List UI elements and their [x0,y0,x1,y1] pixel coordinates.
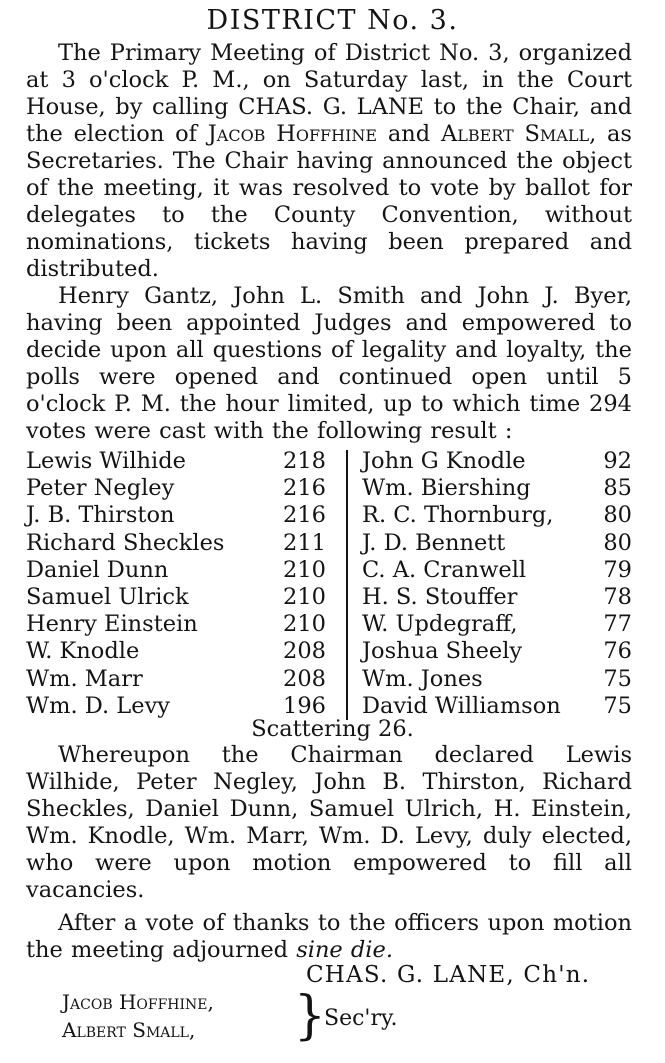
result-row [26,584,326,611]
intro-text-2: to the Chair, and the election of [26,94,632,147]
results-column-right [362,448,632,720]
secretary-signature-2: Albert Small, [62,1018,196,1042]
brace-glyph: } [294,984,326,1046]
secretary-name-2: Albert Small [440,121,590,147]
result-row [26,475,326,502]
vote-count: 210 [283,583,326,610]
result-row [26,666,326,693]
result-row [26,557,326,584]
candidate-name: Wm. Marr [26,665,143,692]
result-row [26,448,326,475]
candidate-name: Henry Einstein [26,611,198,638]
candidate-name: C. A. Cranwell [362,556,527,583]
vote-count: 210 [283,611,326,638]
intro-text-4: , as Secretaries. The Chair having announced the object of the meeting, it was resolved to vote by ballot for delegates to the County Convention, without nominations, tickets having been prepared and distributed. [26,121,632,282]
result-row [362,530,632,557]
results-column-left [26,448,326,720]
vote-count: 216 [283,475,326,502]
judges-paragraph: Henry Gantz, John L. Smith and John J. Byer, having been appointed Judges and empowered to decide upon all questions of legality and loyalty, the polls were opened and continued open until 5 o'clock P. M. the hour limited, up to which time 294 votes were cast with the following result : [26,283,632,444]
vote-count: 218 [283,448,326,474]
secretary-signature-1: Jacob Hoffhine, [62,990,214,1014]
candidate-name: John G Knodle [362,448,526,474]
vote-count: 75 [603,665,632,692]
candidate-name: Lewis Wilhide [26,448,186,474]
secretary-name-1: Jacob Hoffhine [207,121,378,147]
candidate-name: W. Updegraff, [362,611,518,638]
result-row [26,638,326,665]
vote-count: 85 [603,475,632,502]
vote-count: 208 [283,665,326,692]
vote-count: 196 [283,692,326,719]
vote-count: 210 [283,556,326,583]
secretaries-title: Sec'ry. [324,1006,398,1031]
vote-count: 75 [603,692,632,719]
vote-count: 80 [603,529,632,556]
chairman-signature: CHAS. G. LANE, Ch'n. [306,962,591,988]
candidate-name: Wm. Biershing [362,475,531,502]
result-row [362,666,632,693]
declaration-paragraph: Whereupon the Chairman declared Lewis Wilhide, Peter Negley, John B. Thirston, Richard Sheckles, Daniel Dunn, Samuel Ulrich, H. Einstein, Wm. Knodle, Wm. Marr, Wm. D. Levy, duly elected, who were upon motion empowered to fill all vacancies. [26,742,632,903]
candidate-name: Joshua Sheely [362,638,523,665]
candidate-name: H. S. Stouffer [362,583,518,610]
candidate-name: J. D. Bennett [362,529,506,556]
closing-paragraph [26,910,632,964]
vote-count: 77 [603,611,632,638]
candidate-name: J. B. Thirston [26,502,175,529]
result-row [362,584,632,611]
candidate-name: Daniel Dunn [26,556,169,583]
intro-paragraph [26,40,632,283]
intro-text-1: The Primary Meeting of District No. 3, organized at 3 o'clock P. M., on Saturday last, in the Court House, by calling [26,40,632,120]
vote-count: 208 [283,638,326,665]
result-row [362,638,632,665]
candidate-name: Samuel Ulrick [26,583,189,610]
candidate-name: Richard Sheckles [26,529,225,556]
vote-count: 78 [603,583,632,610]
vote-count: 79 [603,556,632,583]
result-row [26,611,326,638]
result-row [26,530,326,557]
candidate-name: R. C. Thornburg, [362,502,554,529]
result-row [26,502,326,529]
result-row [362,475,632,502]
chairman-name: CHAS. G. LANE [238,94,424,120]
intro-text-3: and [377,121,441,147]
column-divider [346,450,348,720]
vote-count: 76 [603,638,632,665]
secretaries-block [62,988,214,1044]
vote-count: 216 [283,502,326,529]
result-row [362,557,632,584]
candidate-name: W. Knodle [26,638,140,665]
result-row [362,502,632,529]
result-row [362,448,632,475]
vote-count: 211 [283,529,326,556]
vote-count: 92 [603,448,632,474]
candidate-name: Wm. Jones [362,665,483,692]
vote-count: 80 [603,502,632,529]
result-row [362,611,632,638]
scattering-line: Scattering 26. [251,716,414,742]
candidate-name: Wm. D. Levy [26,692,170,719]
sine-die-text: sine die. [296,937,393,963]
closing-text: After a vote of thanks to the officers upon motion the meeting adjourned [26,910,632,963]
candidate-name: Peter Negley [26,475,175,502]
candidate-name: David Williamson [362,692,561,719]
article-heading: DISTRICT No. 3. [206,5,459,36]
